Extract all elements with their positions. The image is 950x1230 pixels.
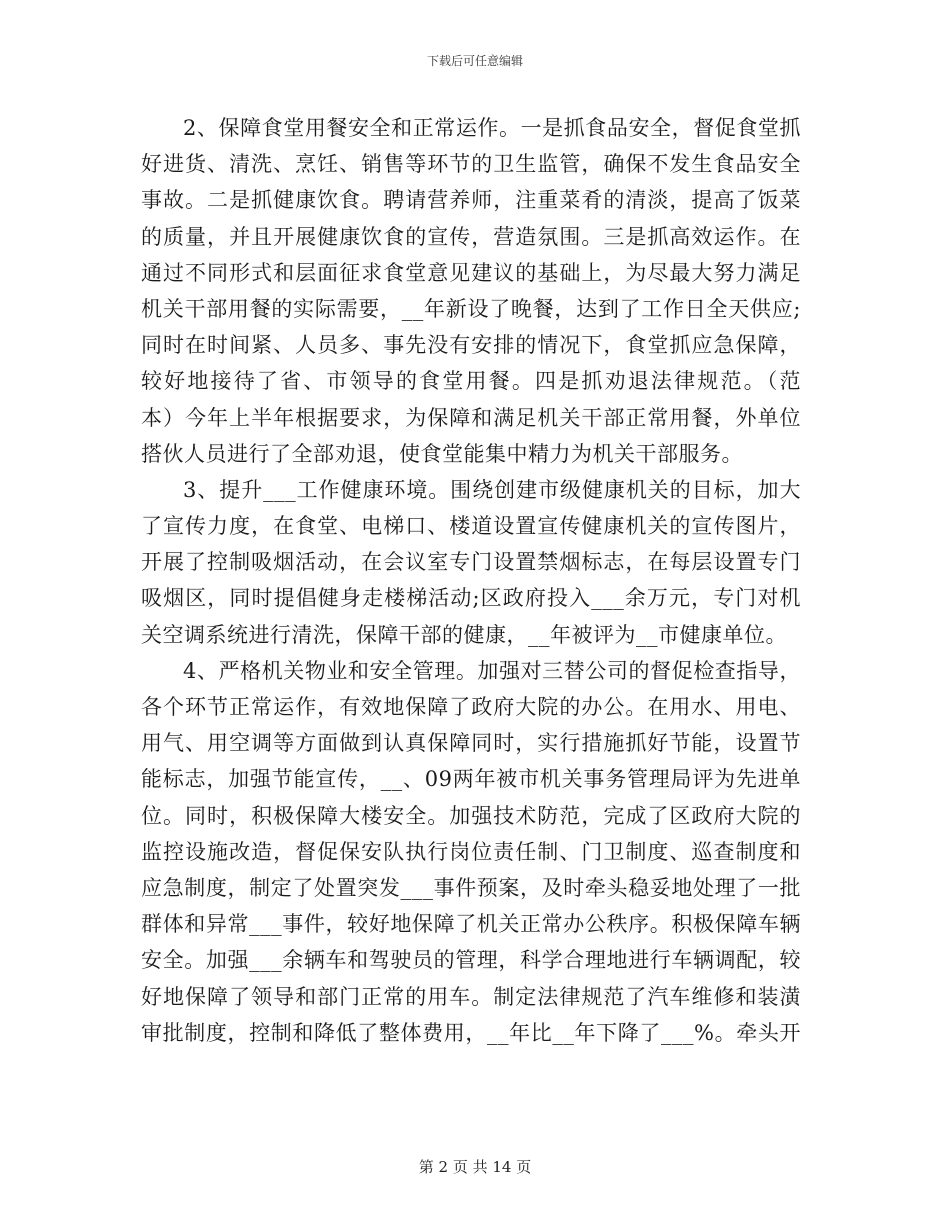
text-line: 2、保障食堂用餐安全和正常运作。一是抓食品安全，督促食堂抓: [183, 116, 801, 140]
text-line: 本）今年上半年根据要求，为保障和满足机关干部正常用餐，外单位: [141, 405, 801, 430]
text-line: 应急制度，制定了处置突发___事件预案，及时牵头稳妥地处理了一批: [141, 875, 801, 900]
text-line: 3、提升___工作健康环境。围绕创建市级健康机关的目标，加大: [183, 477, 801, 502]
page-header: 下载后可任意编辑: [426, 54, 523, 68]
text-line: 好进货、清洗、烹饪、销售等环节的卫生监管，确保不发生食品安全: [141, 152, 801, 177]
text-line: 各个环节正常运作，有效地保障了政府大院的办公。在用水、用电、: [141, 695, 801, 719]
text-line: 群体和异常___事件，较好地保障了机关正常办公秩序。积极保障车辆: [141, 912, 801, 937]
text-line: 关空调系统进行清洗，保障干部的健康，__年被评为__市健康单位。: [141, 622, 787, 647]
text-line: 审批制度，控制和降低了整体费用，__年比__年下降了___%。牵头开: [141, 1020, 801, 1045]
text-line: 4、严格机关物业和安全管理。加强对三替公司的督促检查指导，: [183, 658, 801, 683]
text-line: 的质量，并且开展健康饮食的宣传，营造氛围。三是抓高效运作。在: [141, 224, 801, 249]
text-line: 较好地接待了省、市领导的食堂用餐。四是抓劝退法律规范。（范: [141, 369, 801, 394]
text-line: 位。同时，积极保障大楼安全。加强技术防范，完成了区政府大院的: [141, 803, 801, 828]
document-body: [141, 110, 801, 1051]
page-footer: 第 2 页 共 14 页: [418, 1158, 532, 1176]
text-line: 通过不同形式和层面征求食堂意见建议的基础上，为尽最大努力满足: [141, 260, 801, 285]
text-line: 安全。加强___余辆车和驾驶员的管理，科学合理地进行车辆调配，较: [141, 948, 801, 973]
text-line: 能标志，加强节能宣传，__、09两年被市机关事务管理局评为先进单: [141, 767, 801, 792]
text-line: 开展了控制吸烟活动，在会议室专门设置禁烟标志，在每层设置专门: [141, 550, 801, 575]
text-line: 搭伙人员进行了全部劝退，使食堂能集中精力为机关干部服务。: [141, 441, 743, 466]
text-line: 监控设施改造，督促保安队执行岗位责任制、门卫制度、巡查制度和: [141, 839, 801, 864]
text-line: 机关干部用餐的实际需要，__年新设了晚餐，达到了工作日全天供应;: [141, 296, 801, 321]
text-line: 吸烟区，同时提倡健身走楼梯活动;区政府投入___余万元，专门对机: [141, 586, 801, 611]
text-line: 同时在时间紧、人员多、事先没有安排的情况下，食堂抓应急保障，: [141, 333, 801, 358]
text-line: 了宣传力度，在食堂、电梯口、楼道设置宣传健康机关的宣传图片，: [141, 514, 801, 539]
text-line: 好地保障了领导和部门正常的用车。制定法律规范了汽车维修和装潢: [141, 984, 801, 1009]
text-line: 事故。二是抓健康饮食。聘请营养师，注重菜肴的清淡，提高了饭菜: [141, 188, 801, 213]
text-line: 用气、用空调等方面做到认真保障同时，实行措施抓好节能，设置节: [141, 731, 801, 756]
